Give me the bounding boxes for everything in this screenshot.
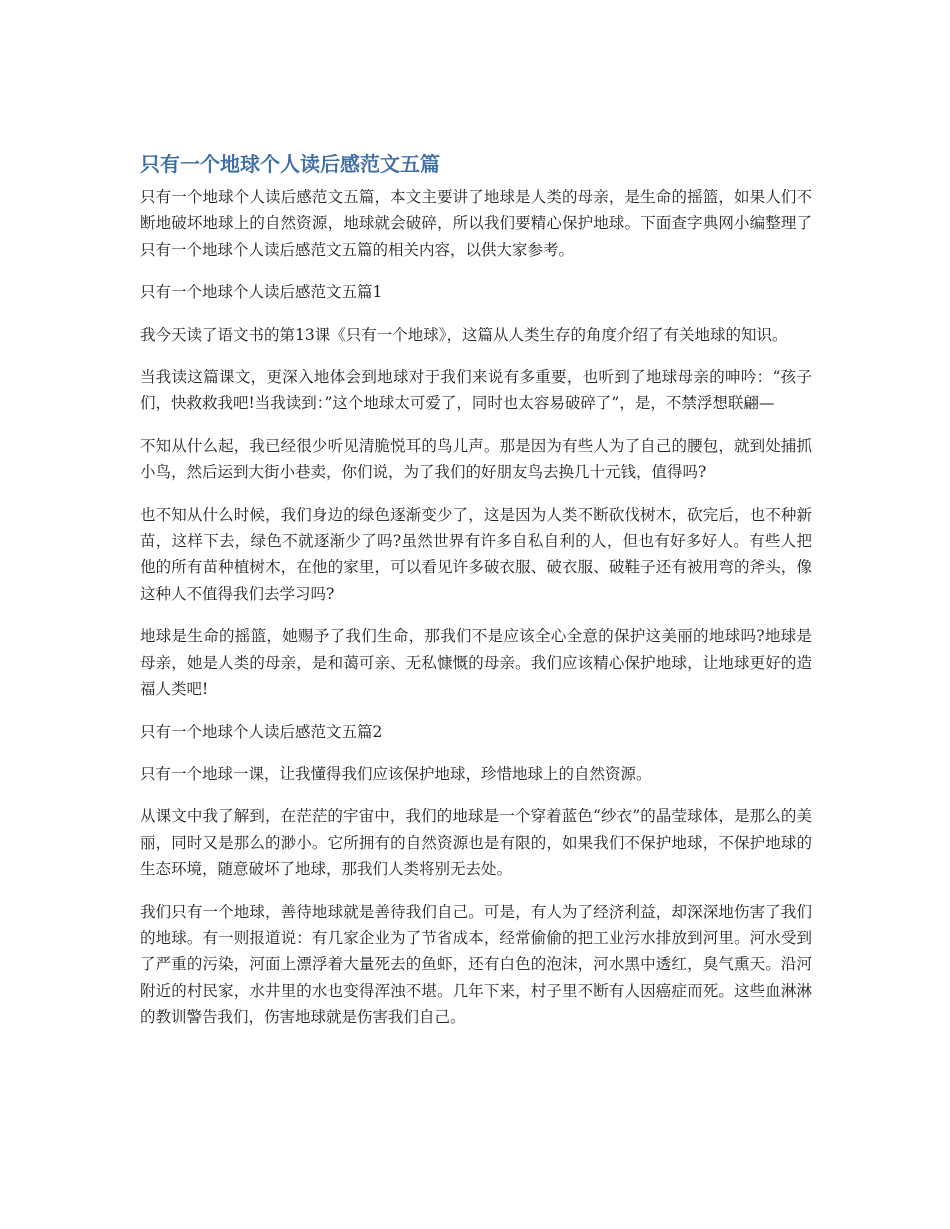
- intro-paragraph: 只有一个地球个人读后感范文五篇，本文主要讲了地球是人类的母亲，是生命的摇篮，如果人们不断地破坏地球上的自然资源，地球就会破碎，所以我们要精心保护地球。下面查字典网小编整理了只有一个地球个人读后感范文五篇的相关内容，以供大家参考。: [140, 188, 812, 259]
- page-title: 只有一个地球个人读后感范文五篇: [140, 152, 440, 176]
- document-page: [140, 148, 812, 1047]
- body-paragraph: 也不知从什么时候，我们身边的绿色逐渐变少了，这是因为人类不断砍伐树木，砍完后，也不种新苗，这样下去，绿色不就逐渐少了吗?虽然世界有许多自私自利的人，但也有好多好人。有些人把他的所有苗种植树木，在他的家里，可以看见许多破衣服、破衣服、破鞋子还有被用弯的斧头，像这种人不值得我们去学习吗?: [140, 505, 812, 603]
- body-paragraph: 当我读这篇课文，更深入地体会到地球对于我们来说有多重要，也听到了地球母亲的呻吟：“孩子们，快救救我吧!当我读到：”这个地球太可爱了，同时也太容易破碎了”，是，不禁浮想联翩—: [140, 368, 812, 413]
- body-paragraph: 只有一个地球一课，让我懂得我们应该保护地球，珍惜地球上的自然资源。: [140, 764, 652, 783]
- body-paragraph: 我们只有一个地球，善待地球就是善待我们自己。可是，有人为了经济利益，却深深地伤害了我们的地球。有一则报道说：有几家企业为了节省成本，经常偷偷的把工业污水排放到河里。河水受到了严重的污染，河面上漂浮着大量死去的鱼虾，还有白色的泡沫，河水黑中透红，臭气熏天。沿河附近的村民家，水井里的水也变得浑浊不堪。几年下来，村子里不断有人因癌症而死。这些血淋淋的教训警告我们，伤害地球就是伤害我们自己。: [140, 902, 812, 1027]
- body-paragraph: 我今天读了语文书的第13课《只有一个地球》，这篇从人类生存的角度介绍了有关地球的知识。: [140, 325, 788, 344]
- body-paragraph: 从课文中我了解到，在茫茫的宇宙中，我们的地球是一个穿着蓝色“纱衣”的晶莹球体，是那么的美丽，同时又是那么的渺小。它所拥有的自然资源也是有限的，如果我们不保护地球，不保护地球的生态环境，随意破坏了地球，那我们人类将别无去处。: [140, 807, 812, 879]
- body-paragraph: 地球是生命的摇篮，她赐予了我们生命，那我们不是应该全心全意的保护这美丽的地球吗?地球是母亲，她是人类的母亲，是和蔼可亲、无私慷慨的母亲。我们应该精心保护地球，让地球更好的造福人类吧!: [140, 627, 812, 699]
- section-heading-1: 只有一个地球个人读后感范文五篇1: [140, 283, 383, 302]
- body-paragraph: 不知从什么起，我已经很少听见清脆悦耳的鸟儿声。那是因为有些人为了自己的腰包，就到处捕抓小鸟，然后运到大街小巷卖，你们说，为了我们的好朋友鸟去换几十元钱，值得吗?: [140, 436, 812, 482]
- section-heading-2: 只有一个地球个人读后感范文五篇2: [140, 722, 383, 741]
